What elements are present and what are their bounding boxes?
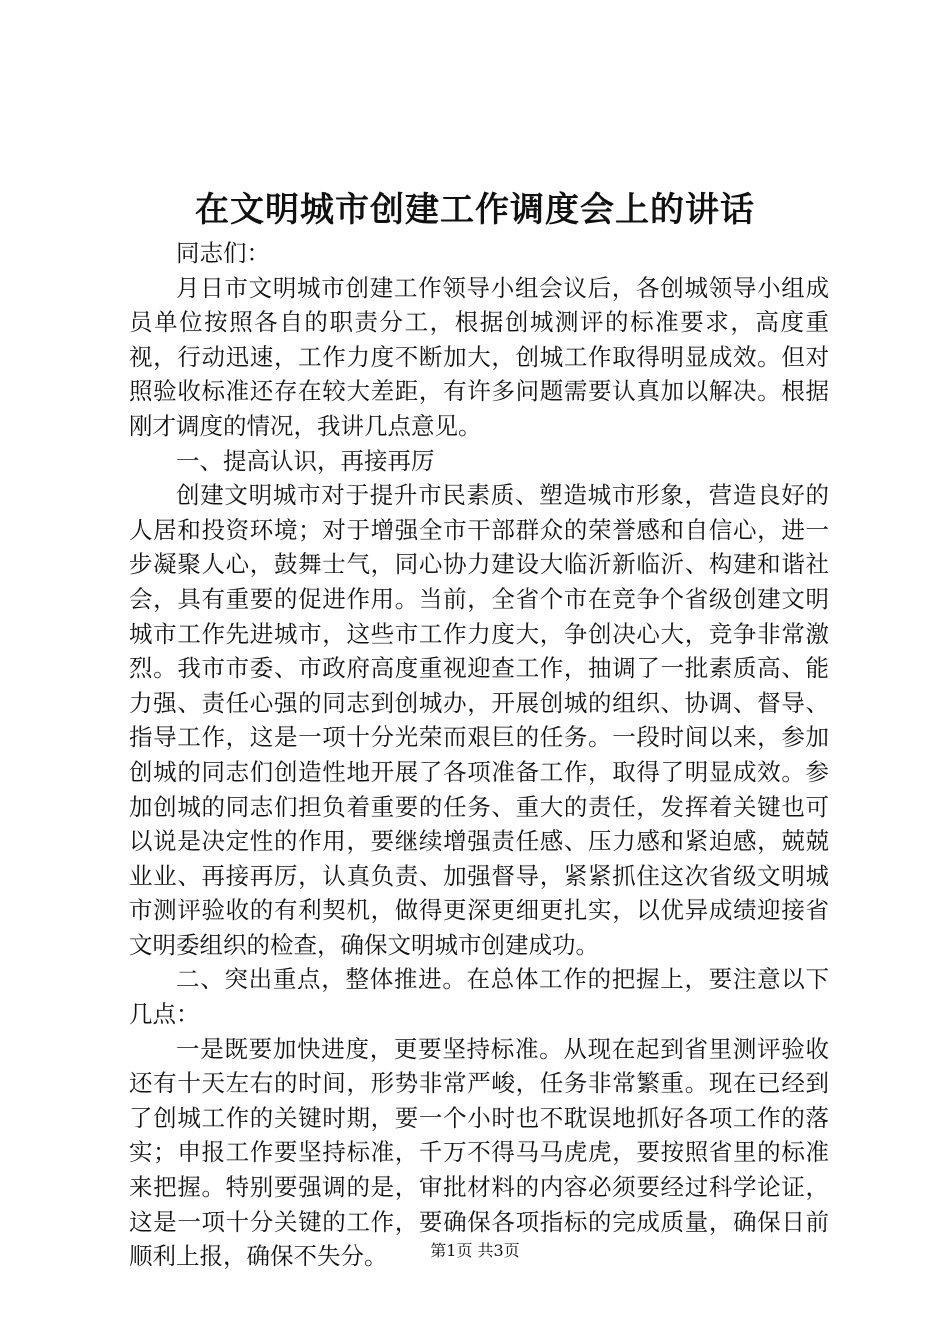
document-title: 在文明城市创建工作调度会上的讲话	[195, 190, 755, 230]
section-heading-1: 一、提高认识，再接再厉	[176, 446, 435, 475]
intro-paragraph: 月日市文明城市创建工作领导小组会议后，各创城领导小组成员单位按照各自的职责分工，根据创城测评的标准要求，高度重视，行动迅速，工作力度不断加大，创城工作取得明显成效。但对照验收标准还存在较大差距，有许多问题需要认真加以解决。根据刚才调度的情况，我讲几点意见。	[129, 273, 829, 440]
point-1-paragraph: 一是既要加快进度，更要坚持标准。从现在起到省里测评验收还有十天左右的时间，形势非常严峻，任务非常繁重。现在已经到了创城工作的关键时期，要一个小时也不耽误地抓好各项工作的落实；申报工作要坚持标准，千万不得马马虎虎，要按照省里的标准来把握。特别要强调的是，审批材料的内容必须要经过科学论证，这是一项十分关键的工作，要确保各项指标的完成质量，确保日前顺利上报，确保不失分。	[129, 1034, 829, 1271]
section-1-paragraph: 创建文明城市对于提升市民素质、塑造城市形象，营造良好的人居和投资环境；对于增强全市干部群众的荣誉感和自信心，进一步凝聚人心，鼓舞士气，同心协力建设大临沂新临沂、构建和谐社会，具有重要的促进作用。当前，全省个市在竞争个省级创建文明城市工作先进城市，这些市工作力度大，争创决心大，竞争非常激烈。我市市委、市政府高度重视迎查工作，抽调了一批素质高、能力强、责任心强的同志到创城办，开展创城的组织、协调、督导、指导工作，这是一项十分光荣而艰巨的任务。一段时间以来，参加创城的同志们创造性地开展了各项准备工作，取得了明显成效。参加创城的同志们担负着重要的任务、重大的责任，发挥着关键也可以说是决定性的作用，要继续增强责任感、压力感和紧迫感，兢兢业业、再接再厉，认真负责、加强督导，紧紧抓住这次省级文明城市测评验收的有利契机，做得更深更细更扎实，以优异成绩迎接省文明委组织的检查，确保文明城市创建成功。	[129, 481, 829, 959]
section-heading-2: 二、突出重点，整体推进。在总体工作的把握上，要注意以下几点：	[129, 965, 829, 1029]
page-footer: 第1页 共3页	[430, 1241, 520, 1260]
document-body	[129, 236, 829, 1274]
salutation-paragraph: 同志们：	[176, 239, 270, 267]
